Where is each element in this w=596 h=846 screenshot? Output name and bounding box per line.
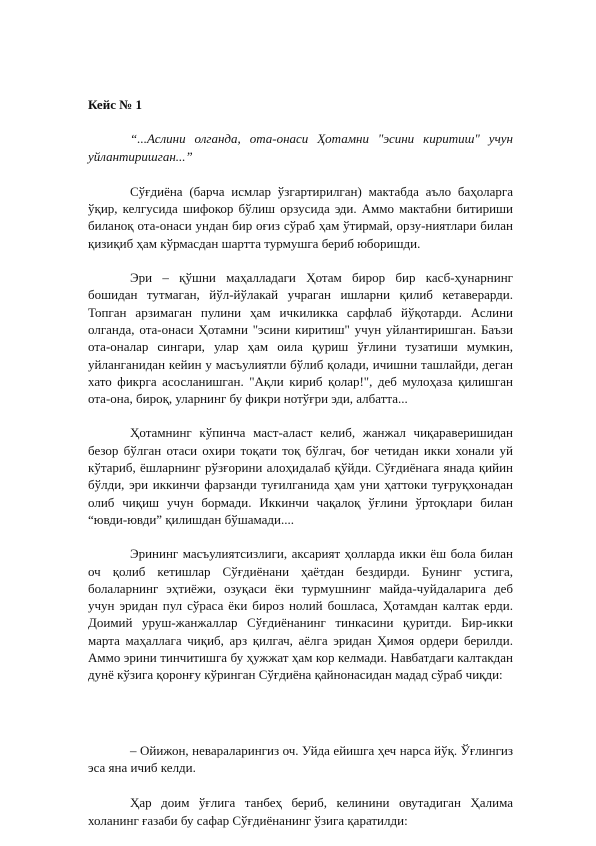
paragraph-6: Ҳар доим ўғлига танбеҳ бериб, келинини овутадиган Ҳалима холанинг ғазаби бу сафар Сўғдиёнанинг ўзига қаратилди: [88, 795, 513, 828]
epigraph-quote: “...Аслини олганда, ота-онаси Ҳотамни "эсини киритиш" учун уйлантиришган...” [88, 131, 513, 164]
paragraph-2: Эри – қўшни маҳалладаги Ҳотам бирор бир касб-ҳунарнинг бошидан тутмаган, йўл-йўлакай учраган ишларни қилиб кетаверарди. Топган арзимаган пулини ҳам ичкиликка сарфлаб йўқотарди. Аслини олганда, ота-онаси Ҳотамни "эсини киритиш" учун уйлантиришган. Баъзи ота-оналар сингари, улар ҳам оила қуриш ўғлини тузатиши мумкин, уйланганидан кейин у масъулиятли бўлиб қолади, ичишни ташлайди, деган хато фикрга асосланишган. "Ақли кириб қолар!", деб мулоҳаза қилишган ота-она, бироқ, уларнинг бу фикри нотўғри эди, албатта... [88, 270, 513, 407]
paragraph-4: Эрининг масъулиятсизлиги, аксарият ҳолларда икки ёш бола билан оч қолиб кетишлар Сўғдиёнани ҳаётдан бездирди. Бунинг устига, болаларнинг эҳтиёжи, озуқаси ёки турмушнинг майда-чуйдаларига деб учун эридан пул сўраса ёки бироз нолий бошласа, Ҳотамдан калтак ерди. Доимий уруш-жанжаллар Сўғдиёнанинг тинкасини қуритди. Бир-икки марта маҳаллага чиқиб, арз қилгач, аёлга эридан Ҳимоя ордери берилди. Аммо эрини тинчитишга бу ҳужжат ҳам кор келмади. Навбатдаги калтакдан дунё кўзига қоронғу кўринган Сўғдиёна қайнонасидан мадад сўраб чиқди: [88, 546, 513, 683]
paragraph-3: Ҳотамнинг кўпинча маст-аласт келиб, жанжал чиқараверишидан безор бўлган отаси охири тоқати тоқ бўлгач, боғ четидан икки хонали уй кўтариб, ёшларнинг рўзғорини алоҳидалаб қўйди. Сўғдиёнага янада қийин бўлди, эри иккинчи фарзанди туғилганида ҳам уни ҳаттоки туғруқхонадан олиб чиқиш учун бормади. Иккинчи чақалоқ ўғлини ўртоқлари билан “ювди-ювди” қилишдан бўшамади.... [88, 425, 513, 527]
document-body [88, 96, 513, 846]
paragraph-5: – Ойижон, невараларингиз оч. Уйда ейишга ҳеч нарса йўқ. Ўғлингиз эса яна ичиб келди. [88, 742, 513, 775]
paragraph-1: Сўғдиёна (барча исмлар ўзгартирилган) мактабда аъло баҳоларга ўқир, келгусида шифокор бўлиш орзусида эди. Аммо мактабни битириши биланоқ ота-онаси ундан бир оғиз сўраб ҳам ўтирмай, орзу-ниятлари билан қизиқиб ҳам кўрмасдан шартта турмушга бериб юборишди. [88, 183, 513, 251]
case-heading: Кейс № 1 [88, 97, 143, 112]
